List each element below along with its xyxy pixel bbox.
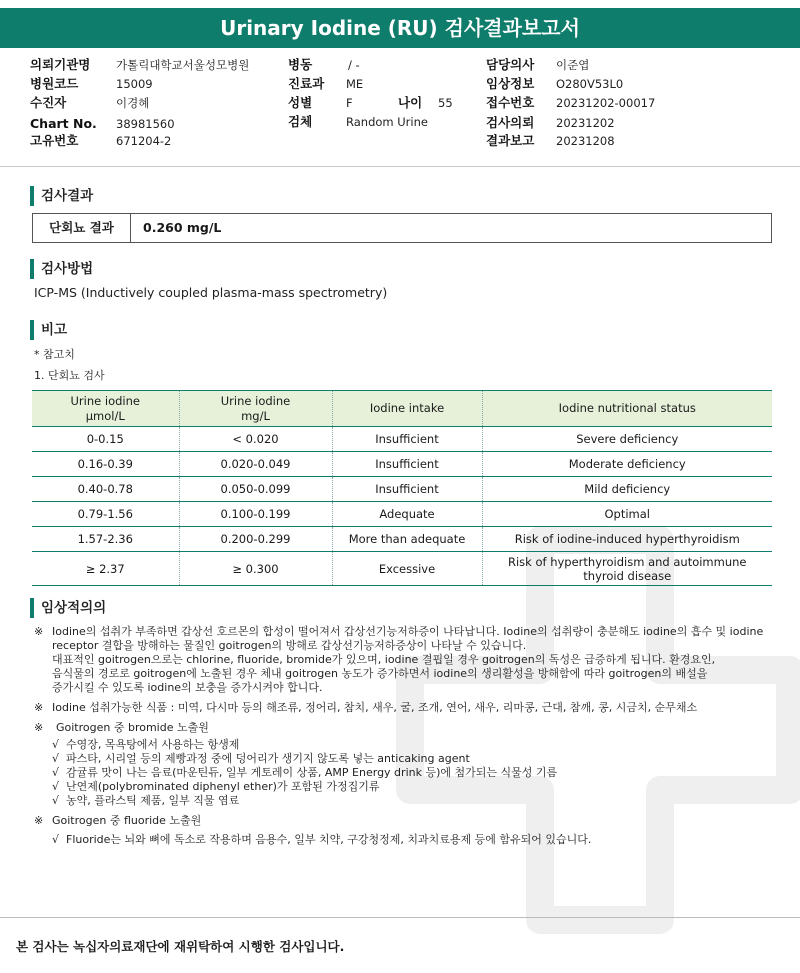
clinical-note-iodine-deficiency: ※ Iodine의 섭취가 부족하면 갑상선 호르몬의 합성이 떨어져서 갑상선기능저하증이 나타납니다. Iodine의 섭취량이 충분해도 iodine의 흡수 및 iodine receptor 결합을 방해하는 물질인 goitrogen의 방해로 갑상선기능저하증상이 나타날 수 있습니다. 대표적인 goitrogen으로는 chlorine, fluoride, bromide가 있으며, iodine 결핍일 경우 goitrogen의 독성은 급증하게 됩니다. 환경요인, 음식물의 경로로 goitrogen에 노출된 경우 체내 goitrogen 농도가 증가하면서 iodine의 생리활성을 방해함에 따라 goitrogen의 배설을 증가시킬 수 있도록 iodine의 보충을 증가시켜야 합니다. [34,625,764,694]
check-icon: √ [52,780,60,793]
table-row: 0.40-0.78 0.050-0.099 Insufficient Mild deficiency [32,477,772,502]
table-row: ≥ 2.37 ≥ 0.300 Excessive Risk of hyperthyroidism and autoimmune thyroid disease [32,552,772,586]
age-label: 나이 [398,95,423,110]
footer-divider [0,917,800,918]
clinical-note-fluoride: ※ Goitrogen 중 fluoride 노출원 √ Fluoride는 뇌와 뼈에 독소로 작용하며 음용수, 일부 치약, 구강청정제, 치과치료용제 등에 함유되어 있습니다. [34,814,774,847]
check-icon: √ [52,752,60,765]
result-value: 0.260 mg/L [143,220,222,235]
col-header-umol: Urine iodine μmol/L [32,391,179,427]
list-item: √ 감귤류 맛이 나는 음료(마운틴듀, 일부 게토레이 상품, AMP Energy drink 등)에 첨가되는 식물성 기름 [52,766,558,779]
reference-mark-icon: ※ [34,701,44,714]
check-icon: √ [52,738,60,751]
reference-mark-icon: ※ [34,721,44,734]
table-row: 1.57-2.36 0.200-0.299 More than adequate Risk of iodine-induced hyperthyroidism [32,527,772,552]
section-title-result: 검사결과 [30,186,93,206]
reference-mark-icon: ※ [34,625,44,638]
method-text: ICP-MS (Inductively coupled plasma-mass spectrometry) [34,285,388,300]
age-value: 55 [438,96,453,110]
section-title-method: 검사방법 [30,259,93,279]
remarks-spot-urine-label: 1. 단회뇨 검사 [34,369,105,382]
col-header-status: Iodine nutritional status [482,391,772,427]
clinical-note-iodine-foods: ※ Iodine 섭취가능한 식품 : 미역, 다시마 등의 해조류, 정어리, 참치, 새우, 굴, 조개, 연어, 새우, 리마콩, 근대, 참깨, 콩, 시금치, 순무채소 [34,701,698,714]
check-icon: √ [52,766,60,779]
list-item: √ 농약, 플라스틱 제품, 일부 직물 염료 [52,794,240,807]
check-icon: √ [52,794,60,807]
divider [0,166,800,167]
section-title-clinical: 임상적의의 [30,598,106,618]
clinical-note-bromide: ※ Goitrogen 중 bromide 노출원 √ 수영장, 목욕탕에서 사용하는 항생제 √ 파스타, 시리얼 등의 제빵과정 중에 덩어리가 생기지 않도록 넣는 anticaking agent √ 감귤류 맛이 나는 음료(마운틴듀, 일부 게토레이 상품, AMP Energy drink 등)에 첨가되는 식물성 기름 √ 난연제(polybrominated diphenyl ether)가 포함된 가정집기류 √ 농약, 플라스틱 제품, 일부 직물 염료 [34,721,774,808]
list-item: √ 파스타, 시리얼 등의 제빵과정 중에 덩어리가 생기지 않도록 넣는 anticaking agent [52,752,470,765]
list-item: √ 난연제(polybrominated diphenyl ether)가 포함된 가정집기류 [52,780,380,793]
list-item: √ 수영장, 목욕탕에서 사용하는 항생제 [52,738,240,751]
remarks-reference-label: * 참고치 [34,348,75,361]
reference-table [32,390,772,586]
col-header-mg: Urine iodine mg/L [179,391,332,427]
col-header-intake: Iodine intake [332,391,482,427]
report-title: Urinary Iodine (RU) 검사결과보고서 [0,8,800,48]
check-icon: √ [52,833,60,846]
reference-table-header [32,391,772,427]
table-row: 0.79-1.56 0.100-0.199 Adequate Optimal [32,502,772,527]
clinical-notes [34,625,774,853]
reference-mark-icon: ※ [34,814,44,827]
table-row: 0.16-0.39 0.020-0.049 Insufficient Moderate deficiency [32,452,772,477]
section-title-remarks: 비고 [30,320,67,340]
result-box [32,213,772,243]
table-row: 0-0.15 < 0.020 Insufficient Severe deficiency [32,427,772,452]
footer-note: 본 검사는 녹십자의료재단에 재위탁하여 시행한 검사입니다. [16,939,345,954]
info-row-sex-age: 성별 F 나이 55 [288,95,453,110]
list-item: √ Fluoride는 뇌와 뼈에 독소로 작용하며 음용수, 일부 치약, 구강청정제, 치과치료용제 등에 함유되어 있습니다. [52,833,592,846]
patient-info: 의뢰기관명 가톨릭대학교서울성모병원 병원코드 15009 수진자 이경혜 Chart No. 38981560 고유번호 671204-2 병동 / - 진료과 ME 성별 F 나이 55 검체 Random Urine 담당의사 이준엽 임상정보 O280V53L0 접수번호 20231202-00017 검사의뢰 20231202 결과보고 20231208 [30,57,656,148]
result-label: 단회뇨 결과 [33,214,131,242]
